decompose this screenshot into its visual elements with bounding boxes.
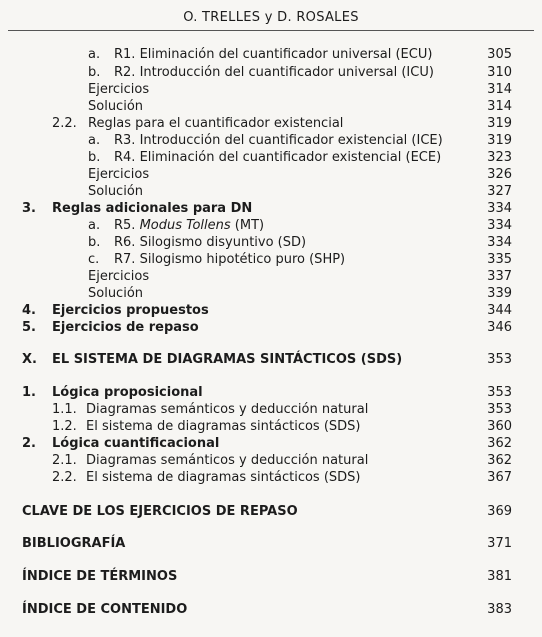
entry-page: 339 [487,286,512,301]
entry-title: ÍNDICE DE CONTENIDO [22,602,188,617]
entry-page: 319 [487,116,512,131]
entry-number: 2.2. [52,470,77,485]
entry-page: 305 [487,47,512,62]
entry-title: El sistema de diagramas sintácticos (SDS) [86,470,361,485]
entry-title: EL SISTEMA DE DIAGRAMAS SINTÁCTICOS (SDS) [52,352,403,367]
entry-label: b. [88,65,101,80]
entry-title: BIBLIOGRAFÍA [22,536,126,551]
toc-entry-r7 [0,251,542,268]
toc-entry-indice-contenido [0,601,542,618]
entry-label: a. [88,218,101,233]
entry-number: 1.1. [52,402,77,417]
entry-title: El sistema de diagramas sintácticos (SDS) [86,419,361,434]
entry-number: 2.2. [52,116,77,131]
toc-entry-r2 [0,64,542,81]
toc-entry-r5 [0,217,542,234]
entry-title-italic: Modus Tollens [139,218,231,233]
entry-page: 381 [487,569,512,584]
toc-entry-r3 [0,132,542,149]
entry-number: 4. [22,303,36,318]
entry-page: 344 [487,303,512,318]
entry-title: CLAVE DE LOS EJERCICIOS DE REPASO [22,504,298,519]
entry-title: Lógica cuantificacional [52,436,220,451]
entry-title: R1. Eliminación del cuantificador universal (ECU) [114,47,433,62]
entry-title-suffix: (MT) [230,218,265,233]
entry-page: 335 [487,252,512,267]
entry-label: b. [88,235,101,250]
entry-number: 1.2. [52,419,77,434]
entry-title: Reglas para el cuantificador existencial [88,116,344,131]
toc-entry-ejercicios [0,268,542,285]
toc-entry-2-1 [0,452,542,469]
toc-entry-ejercicios [0,81,542,98]
entry-title: ÍNDICE DE TÉRMINOS [22,569,178,584]
entry-title: R3. Introducción del cuantificador existencial (ICE) [114,133,443,148]
entry-title: Ejercicios de repaso [52,320,199,335]
entry-title: Lógica proposicional [52,385,203,400]
toc-entry-bibliografia [0,535,542,552]
entry-page: 334 [487,218,512,233]
entry-page: 314 [487,82,512,97]
entry-page: 327 [487,184,512,199]
entry-page: 346 [487,320,512,335]
entry-page: 360 [487,419,512,434]
entry-title-prefix: R5. [114,218,140,233]
entry-number: X. [22,352,37,367]
toc-entry-solucion [0,285,542,302]
toc-entry-4 [0,302,542,319]
toc-entry-indice-terminos [0,568,542,585]
toc-entry-1-2 [0,418,542,435]
entry-page: 353 [487,385,512,400]
entry-title: R6. Silogismo disyuntivo (SD) [114,235,307,250]
toc-entry-solucion [0,98,542,115]
entry-page: 369 [487,504,512,519]
entry-page: 367 [487,470,512,485]
toc-entry-x-2 [0,435,542,452]
entry-page: 362 [487,453,512,468]
entry-page: 334 [487,201,512,216]
toc-entry-ejercicios [0,166,542,183]
entry-title: Diagramas semánticos y deducción natural [86,402,369,417]
entry-title [114,217,264,234]
entry-title: R4. Eliminación del cuantificador existencial (ECE) [114,150,442,165]
entry-number: 2.1. [52,453,77,468]
toc-entry-clave [0,503,542,520]
running-header: O. TRELLES y D. ROSALES [183,10,359,25]
entry-page: 323 [487,150,512,165]
entry-title: Solución [88,99,144,114]
entry-label: c. [88,252,100,267]
entry-page: 337 [487,269,512,284]
toc-entry-x-1 [0,384,542,401]
entry-page: 383 [487,602,512,617]
entry-page: 310 [487,65,512,80]
entry-number: 3. [22,201,36,216]
entry-page: 314 [487,99,512,114]
entry-title: Ejercicios [88,82,150,97]
entry-title: Reglas adicionales para DN [52,201,253,216]
toc-entry-r4 [0,149,542,166]
toc-entry-3 [0,200,542,217]
entry-title: Ejercicios [88,167,150,182]
entry-page: 353 [487,352,512,367]
entry-number: 2. [22,436,36,451]
entry-title: R7. Silogismo hipotético puro (SHP) [114,252,346,267]
toc-entry-5 [0,319,542,336]
toc-entry-r6 [0,234,542,251]
entry-title: Ejercicios [88,269,150,284]
entry-page: 334 [487,235,512,250]
entry-page: 326 [487,167,512,182]
toc-entry-1-1 [0,401,542,418]
entry-page: 319 [487,133,512,148]
entry-title: Solución [88,286,144,301]
entry-number: 5. [22,320,36,335]
toc-entry-2-2b [0,469,542,486]
toc-chapter-x [0,351,542,368]
entry-number: 1. [22,385,36,400]
entry-label: a. [88,47,101,62]
toc-entry-solucion [0,183,542,200]
entry-title: Ejercicios propuestos [52,303,209,318]
entry-label: a. [88,133,101,148]
entry-page: 353 [487,402,512,417]
entry-title: Diagramas semánticos y deducción natural [86,453,369,468]
toc-entry-r1 [0,46,542,63]
entry-label: b. [88,150,101,165]
header-rule [8,30,534,31]
entry-title: R2. Introducción del cuantificador universal (ICU) [114,65,434,80]
entry-page: 371 [487,536,512,551]
entry-page: 362 [487,436,512,451]
toc-entry-2-2 [0,115,542,132]
entry-title: Solución [88,184,144,199]
